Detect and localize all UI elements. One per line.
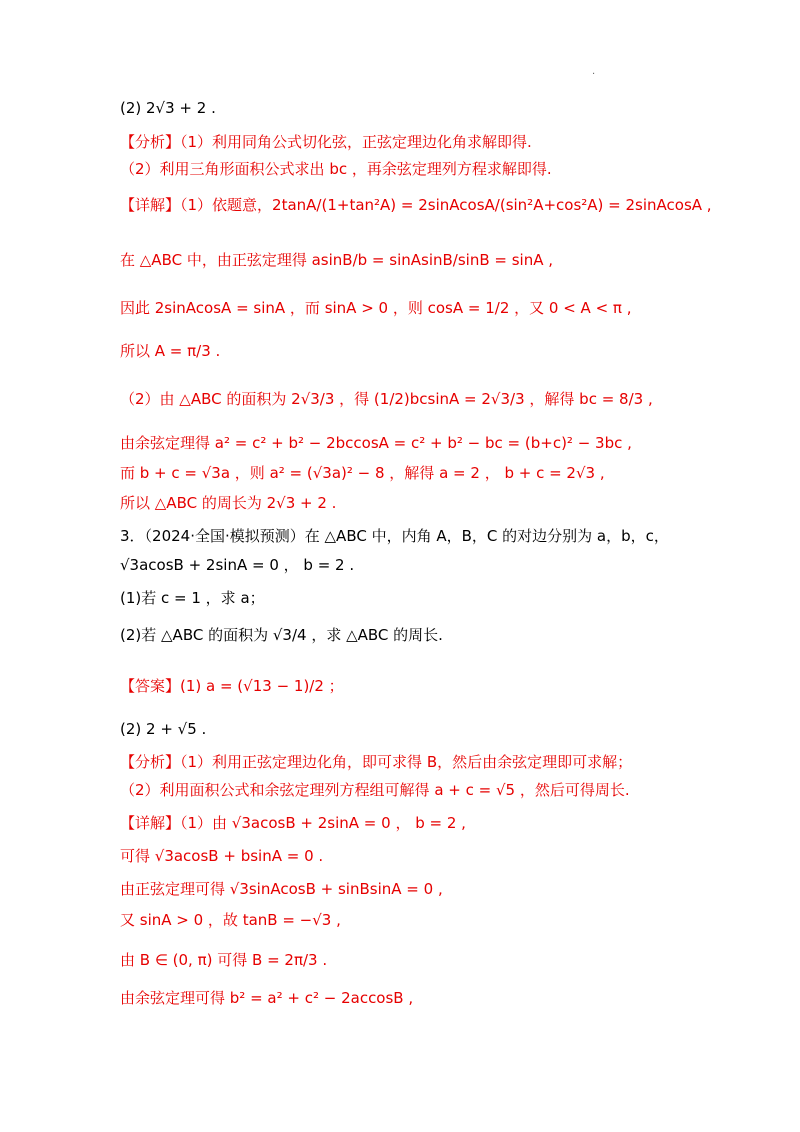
- detail-line-7: 而 b + c = √3a ，则 a² = (√3a)² − 8 ，解得 a = 2 ， b + c = 2√3 ,: [120, 464, 605, 482]
- detail-q3-line-6: 由余弦定理可得 b² = a² + c² − 2accosB ,: [120, 989, 414, 1007]
- analysis-line-1: 【分析】（1）利用同角公式切化弦，正弦定理边化角求解即得.: [120, 133, 532, 151]
- detail-q3-line-1: 【详解】（1）由 √3acosB + 2sinA = 0 ， b = 2 ,: [120, 814, 466, 832]
- answer-part1: 【答案】(1) a = (√13 − 1)/2 ；: [120, 677, 344, 695]
- answer-part2: (2) 2 + √5 .: [120, 720, 207, 738]
- detail-q3-line-5: 由 B ∈ (0, π) 可得 B = 2π/3 .: [120, 951, 328, 969]
- analysis-q3-line-1: 【分析】（1）利用正弦定理边化角，即可求得 B，然后由余弦定理即可求解；: [120, 753, 633, 771]
- detail-line-5: （2）由 △ABC 的面积为 2√3/3 ，得 (1/2)bcsinA = 2√3/3 ，解得 bc = 8/3 ,: [120, 390, 653, 408]
- question-3-condition: √3acosB + 2sinA = 0 ， b = 2 .: [120, 556, 355, 574]
- detail-line-6: 由余弦定理得 a² = c² + b² − 2bccosA = c² + b² − bc = (b+c)² − 3bc ,: [120, 434, 632, 452]
- detail-q3-line-4: 又 sinA > 0 ，故 tanB = −√3 ,: [120, 911, 341, 929]
- detail-q3-line-3: 由正弦定理可得 √3sinAcosB + sinBsinA = 0 ,: [120, 880, 443, 898]
- detail-q3-line-2: 可得 √3acosB + bsinA = 0 .: [120, 847, 324, 865]
- page-mark: .: [592, 66, 596, 77]
- detail-line-2: 在 △ABC 中，由正弦定理得 asinB/b = sinAsinB/sinB = sinA ,: [120, 251, 554, 269]
- detail-line-4: 所以 A = π/3 .: [120, 342, 221, 360]
- analysis-line-2: （2）利用三角形面积公式求出 bc ，再余弦定理列方程求解即得.: [120, 160, 552, 178]
- answer-part2-line: (2) 2√3 + 2 .: [120, 99, 216, 117]
- question-3-stem: 3．（2024·全国·模拟预测）在 △ABC 中，内角 A，B，C 的对边分别为 a，b，c，: [120, 527, 669, 545]
- analysis-q3-line-2: （2）利用面积公式和余弦定理列方程组可解得 a + c = √5 ，然后可得周长.: [120, 781, 630, 799]
- detail-line-1: 【详解】（1）依题意，2tanA/(1+tan²A) = 2sinAcosA/(sin²A+cos²A) = 2sinAcosA ,: [120, 196, 712, 214]
- detail-line-3: 因此 2sinAcosA = sinA ，而 sinA > 0 ，则 cosA = 1/2 ，又 0 < A < π ,: [120, 299, 632, 317]
- question-3-part2: (2)若 △ABC 的面积为 √3/4 ，求 △ABC 的周长.: [120, 626, 443, 644]
- detail-line-8: 所以 △ABC 的周长为 2√3 + 2 .: [120, 494, 337, 512]
- question-3-part1: (1)若 c = 1 ，求 a；: [120, 589, 265, 607]
